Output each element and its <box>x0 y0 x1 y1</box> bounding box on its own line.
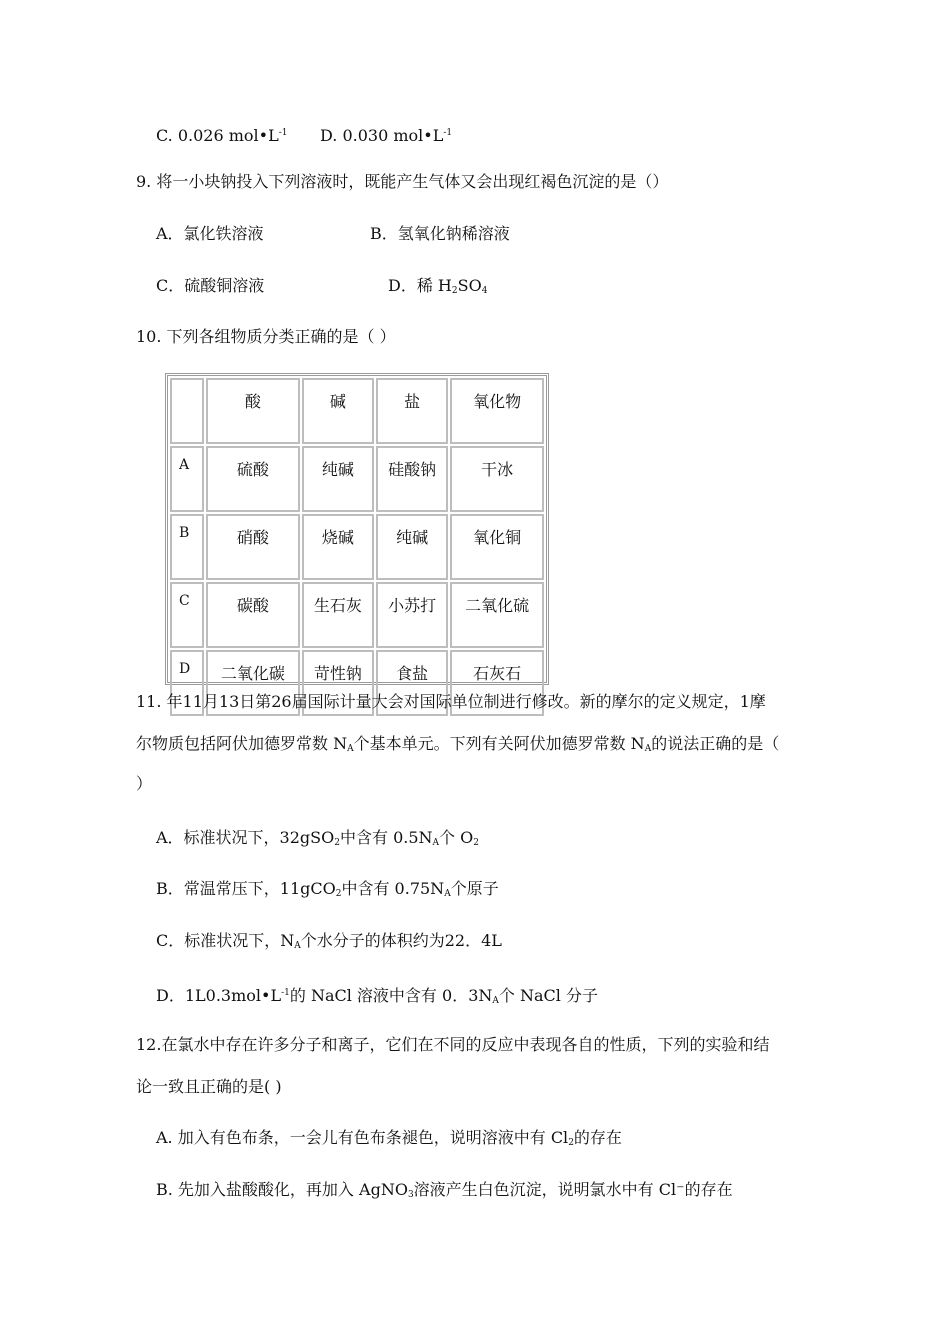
row-label: A <box>170 446 204 512</box>
table-cell: 烧碱 <box>302 514 374 580</box>
q11-option-b: B．常温常压下，11gCO$_2$中含有 $0.75N_A$个原子 <box>156 879 499 899</box>
q10-classification-table <box>165 373 549 685</box>
q9-option-a: A．氯化铁溶液 <box>156 224 264 243</box>
table-cell: 纯碱 <box>376 514 448 580</box>
q11-option-d: D．$1L0.3mol•L^{-1}$的 NaCl 溶液中含有 0．$3N_A$个 NaCl 分子 <box>156 986 598 1006</box>
q11-stem-line2: 尔物质包括阿伏加德罗常数 $N_A$个基本单元。下列有关阿伏加德罗常数 $N_A$的说法正确的是（ <box>136 734 780 754</box>
q11-stem-line3: ） <box>136 774 153 793</box>
row-label: B <box>170 514 204 580</box>
table-cell: 石灰石 <box>450 650 544 716</box>
row-label: C <box>170 582 204 648</box>
table-row <box>170 514 544 580</box>
table-cell: 苛性钠 <box>302 650 374 716</box>
q8-option-d: D. 0.030 $mol•L^{-1}$ <box>320 126 453 145</box>
q11-stem-line1: 11. 年11月13日第26届国际计量大会对国际单位制进行修改。新的摩尔的定义规定，1摩 <box>136 692 766 711</box>
row-label: D <box>170 650 204 716</box>
q9-stem: 9. 将一小块钠投入下列溶液时，既能产生气体又会出现红褐色沉淀的是（） <box>136 172 669 191</box>
table-cell: 二氧化碳 <box>206 650 300 716</box>
q12-option-a: A. 加入有色布条，一会儿有色布条褪色，说明溶液中有 $Cl_2$的存在 <box>156 1128 622 1148</box>
table-cell: 氧化铜 <box>450 514 544 580</box>
q12-stem-line2: 论一致且正确的是( ) <box>136 1077 282 1096</box>
q11-option-c: C．标准状况下，$N_A$个水分子的体积约为22．4L <box>156 931 502 951</box>
table-header: 氧化物 <box>450 378 544 444</box>
table-header: 酸 <box>206 378 300 444</box>
table-cell: 硝酸 <box>206 514 300 580</box>
q9-option-d: D．稀 $H_2SO_4$ <box>388 276 488 296</box>
table-header: 碱 <box>302 378 374 444</box>
table-cell: 二氧化硫 <box>450 582 544 648</box>
table-cell: 纯碱 <box>302 446 374 512</box>
q12-option-b: B. 先加入盐酸酸化，再加入 AgNO$_3$溶液产生白色沉淀，说明氯水中有 Cl⁻的存在 <box>156 1180 733 1200</box>
q9-option-b: B．氢氧化钠稀溶液 <box>370 224 510 243</box>
table-cell: 硫酸 <box>206 446 300 512</box>
q12-stem-line1: 12.在氯水中存在许多分子和离子，它们在不同的反应中表现各自的性质，下列的实验和结 <box>136 1035 770 1054</box>
table-cell <box>170 378 204 444</box>
q8-option-c: C. 0.026 $mol•L^{-1}$ <box>156 126 288 145</box>
table-cell: 生石灰 <box>302 582 374 648</box>
table-cell: 小苏打 <box>376 582 448 648</box>
q10-stem: 10. 下列各组物质分类正确的是（ ） <box>136 327 396 346</box>
q11-option-a: A．标准状况下，32gSO$_2$中含有 $0.5N_A$个 $O_2$ <box>156 828 479 848</box>
q9-option-c: C．硫酸铜溶液 <box>156 276 265 295</box>
table-row <box>170 582 544 648</box>
table-header-row <box>170 378 544 444</box>
table-header: 盐 <box>376 378 448 444</box>
table-cell: 硅酸钠 <box>376 446 448 512</box>
table-cell: 干冰 <box>450 446 544 512</box>
table-cell: 食盐 <box>376 650 448 716</box>
table-row <box>170 446 544 512</box>
table-cell: 碳酸 <box>206 582 300 648</box>
